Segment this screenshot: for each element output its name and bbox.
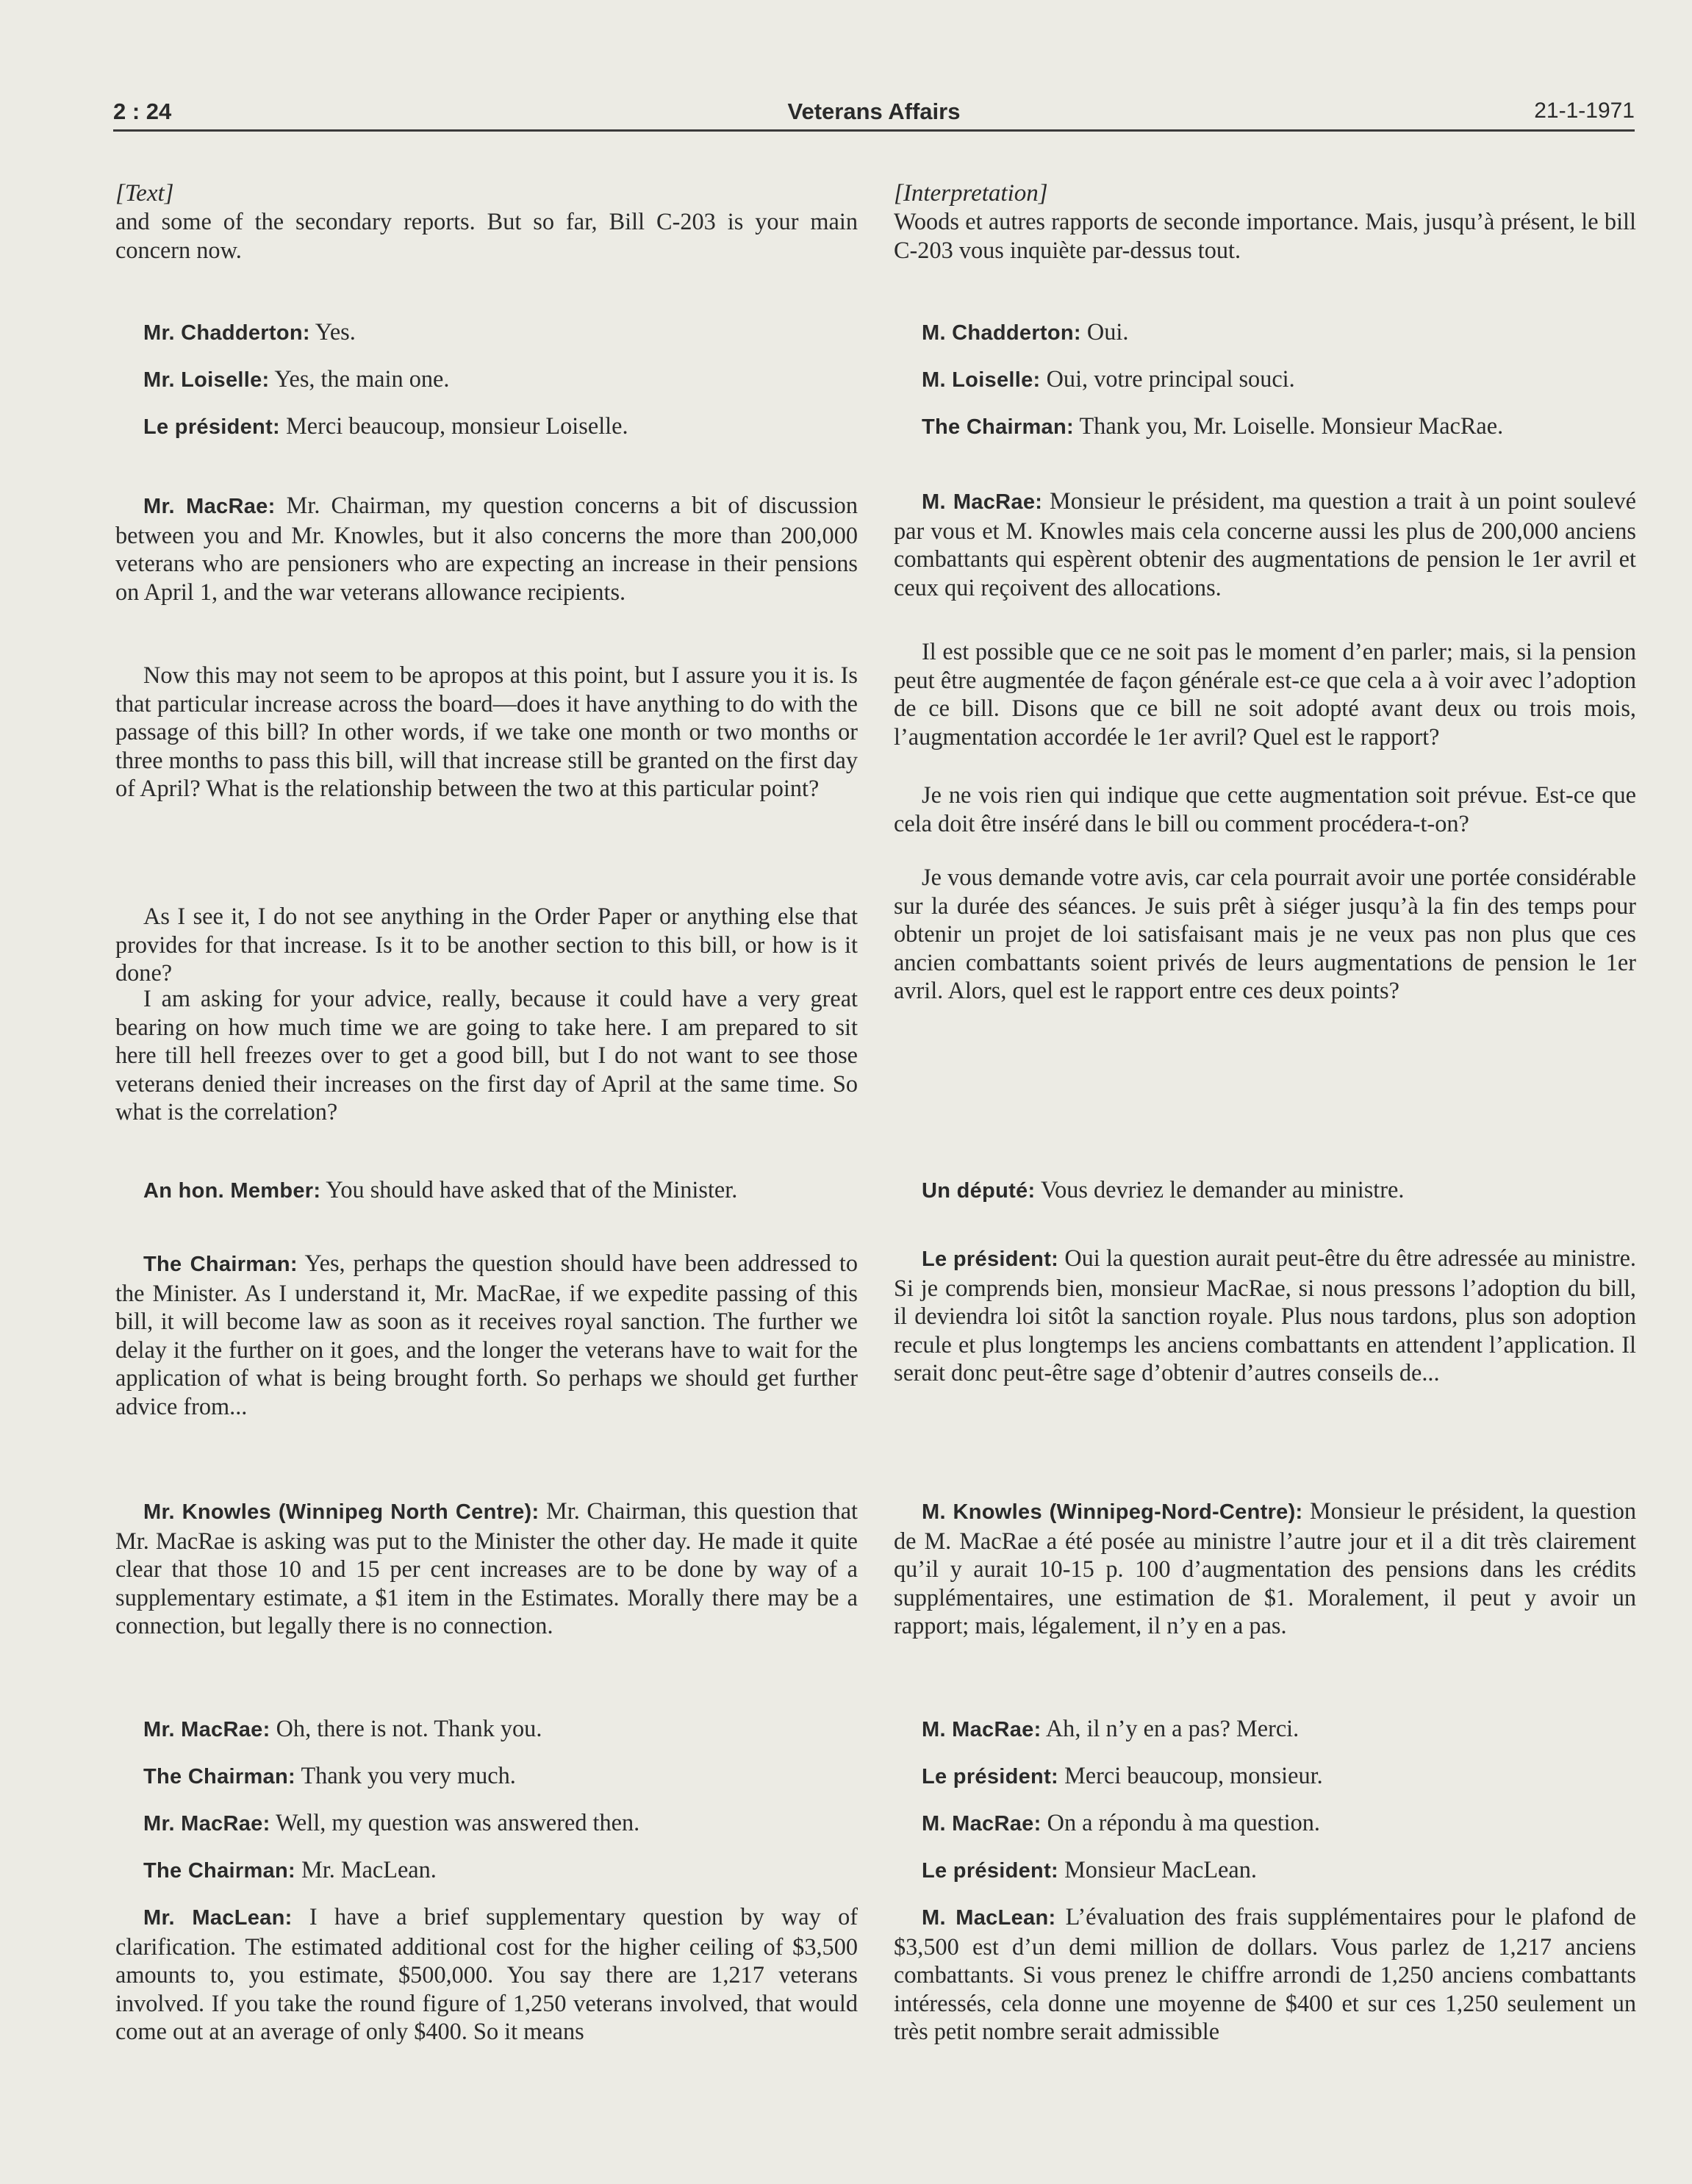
speech-text: Thank you, Mr. Loiselle. Monsieur MacRae. <box>1079 412 1504 439</box>
speaker-name: The Chairman: <box>143 1859 295 1883</box>
speech-paragraph <box>894 1761 1636 1791</box>
speaker-name: Mr. MacRae: <box>143 495 276 518</box>
speaker-name: Mr. MacLean: <box>143 1906 293 1930</box>
page-title: Veterans Affairs <box>787 99 961 124</box>
paragraph: Woods et autres rapports de seconde importance. Mais, jusqu’à présent, le bill C-203 vous inquiète par-dessus tout. <box>894 208 1636 263</box>
speech-text: Mr. Chairman, this question that Mr. MacRae is asking was put to the Minister the other day. He made it quite clear that those 10 and 15 per cent increases are to be done by way of a supplementary estimate, a $1 item in the Estimates. Morally there may be a connection, but legally there is no connection. <box>115 1497 858 1639</box>
speech-text: Monsieur le président, ma question a trait à un point soulevé par vous et M. Knowles mais cela concerne aussi les plus de 200,000 anciens combattants qui espèrent obtenir des augmentations de pension le 1er avril et ceux qui reçoivent des allocations. <box>894 487 1637 601</box>
speech-text: I have a brief supplementary question by way of clarification. The estimated additional cost for the higher ceiling of $3,500 amounts to, you estimate, $500,000. You say there are 1,217 veterans involved. If you take the round figure of 1,250 veterans involved, that would come out at an average of only $400. So it means <box>115 1903 858 2044</box>
speech-text: You should have asked that of the Minister. <box>326 1176 738 1203</box>
speaker-name: Mr. MacRae: <box>143 1812 270 1836</box>
speech-paragraph <box>115 1855 858 1886</box>
section-tag: [Interpretation] <box>894 180 1048 207</box>
speaker-name: Le président: <box>143 415 280 439</box>
speaker-name: M. MacLean: <box>922 1906 1056 1930</box>
speech-paragraph <box>115 1497 858 1640</box>
speech-paragraph <box>115 1761 858 1791</box>
speech-paragraph <box>894 1808 1636 1839</box>
page-number: 2 : 24 <box>113 99 172 124</box>
speech-paragraph <box>894 1902 1636 2046</box>
speech-text: Mr. Chairman, my question concerns a bit of discussion between you and Mr. Knowles, but it also concerns the more than 200,000 veterans who are pensioners who are expecting an increase in their pensions on April 1, and the war veterans allowance recipients. <box>115 492 858 605</box>
speech-text: On a répondu à ma question. <box>1047 1809 1320 1836</box>
speech-paragraph <box>894 487 1636 601</box>
paragraph: As I see it, I do not see anything in the Order Paper or anything else that provides for that increase. Is it to be another section to this bill, or how is it done? <box>115 903 858 986</box>
speaker-name: M. MacRae: <box>922 1812 1042 1836</box>
section-tag: [Text] <box>115 180 174 207</box>
speaker-name: Mr. Loiselle: <box>143 368 270 392</box>
speech-paragraph <box>115 491 858 606</box>
speaker-name: An hon. Member: <box>143 1179 321 1203</box>
speech-text: Yes, the main one. <box>274 365 450 392</box>
speaker-name: The Chairman: <box>143 1765 295 1789</box>
speech-paragraph <box>115 365 858 395</box>
speech-text: Oui la question aurait peut-être du être adressée au ministre. Si je comprends bien, monsieur MacRae, si nous pressons l’adoption du bill, il deviendra loi sitôt la sanction royale. Plus nous tardons, plus son adoption recule et plus longtemps les anciens combattants en attendent l’application. Il serait donc peut-être sage d’obtenir d’autres conseils de... <box>894 1245 1636 1386</box>
speech-paragraph <box>115 1175 858 1206</box>
speech-paragraph <box>894 318 1636 348</box>
speech-text: L’évaluation des frais supplémentaires pour le plafond de $3,500 est d’un demi million de dollars. Vous parlez de 1,217 anciens combattants. Si vous prenez le chiffre arrondi de 1,250 anciens combattants intéressés, cela donne une moyenne de $400 et sur ces 1,250 seulement un très petit nombre serait admissible <box>894 1903 1636 2044</box>
speaker-name: M. Chadderton: <box>922 321 1081 345</box>
speech-text: Oui, votre principal souci. <box>1046 365 1295 392</box>
speaker-name: Un député: <box>922 1179 1036 1203</box>
speech-text: Yes, perhaps the question should have been addressed to the Minister. As I understand it, Mr. MacRae, if we expedite passing of this bill, it will become law as soon as it receives royal sanction. The further we delay it the further on it goes, and the longer the veterans have to wait for the application of what is being brought forth. So perhaps we should get further advice from... <box>115 1250 858 1419</box>
speech-paragraph <box>894 1714 1636 1744</box>
speech-paragraph <box>894 365 1636 395</box>
page-date: 21-1-1971 <box>1534 99 1635 123</box>
speaker-name: Le président: <box>922 1765 1058 1789</box>
speech-paragraph <box>115 1714 858 1744</box>
speech-text: Monsieur MacLean. <box>1064 1856 1257 1883</box>
speech-paragraph <box>894 1175 1636 1206</box>
speaker-name: The Chairman: <box>143 1253 298 1276</box>
speech-text: Yes. <box>315 318 356 345</box>
speaker-name: M. Knowles (Winnipeg-Nord-Centre): <box>922 1500 1303 1524</box>
speaker-name: Le président: <box>922 1247 1059 1271</box>
speech-text: Merci beaucoup, monsieur Loiselle. <box>286 412 628 439</box>
speech-paragraph <box>894 412 1636 442</box>
speech-paragraph <box>115 1249 858 1420</box>
paragraph: and some of the secondary reports. But so far, Bill C-203 is your main concern now. <box>115 208 858 263</box>
speaker-name: M. MacRae: <box>922 490 1043 514</box>
speaker-name: Mr. Chadderton: <box>143 321 310 345</box>
speech-text: Oui. <box>1086 318 1129 345</box>
speech-text: Oh, there is not. Thank you. <box>276 1715 542 1741</box>
speaker-name: The Chairman: <box>922 415 1074 439</box>
speech-text: Mr. MacLean. <box>301 1856 437 1883</box>
speaker-name: Mr. Knowles (Winnipeg North Centre): <box>143 1500 539 1524</box>
speech-paragraph <box>894 1497 1636 1640</box>
paragraph: Je ne vois rien qui indique que cette augmentation soit prévue. Est-ce que cela doit être inséré dans le bill ou comment procédera-t-on? <box>894 781 1636 837</box>
paragraph: Il est possible que ce ne soit pas le moment d’en parler; mais, si la pension peut être augmentée de façon générale est-ce que cela a à voir avec l’adoption de ce bill. Disons que ce bill ne soit adopté avant deux ou trois mois, l’augmentation accordée le 1er avril? Quel est le rapport? <box>894 638 1636 750</box>
speech-paragraph <box>115 318 858 348</box>
paragraph: Je vous demande votre avis, car cela pourrait avoir une portée considérable sur la durée des séances. Je suis prêt à siéger jusqu’à la fin des temps pour obtenir un projet de loi satisfaisant mais je ne veux pas non plus que ces ancien combattants soient privés de leurs augmentations de pension le 1er avril. Alors, quel est le rapport entre ces deux points? <box>894 864 1636 1003</box>
speech-paragraph <box>894 1855 1636 1886</box>
speech-text: Monsieur le président, la question de M. MacRae a été posée au ministre l’autre jour et il a dit très clairement qu’il y aurait 10-15 p. 100 d’augmentation des pensions dans les crédits supplémentaires, une estimation de $1. Moralement, il peut y avoir un rapport; mais, légalement, il n’y en a pas. <box>894 1497 1636 1639</box>
paragraph: Now this may not seem to be apropos at this point, but I assure you it is. Is that particular increase across the board—does it have anything to do with the passage of this bill? In other words, if we take one month or two months or three months to pass this bill, will that increase still be granted on the first day of April? What is the relationship between the two at this particular point? <box>115 662 858 801</box>
speaker-name: M. MacRae: <box>922 1718 1042 1741</box>
speech-text: Well, my question was answered then. <box>276 1809 640 1836</box>
speaker-name: Le président: <box>922 1859 1058 1883</box>
speaker-name: Mr. MacRae: <box>143 1718 270 1741</box>
paragraph: I am asking for your advice, really, because it could have a very great bearing on how much time we are going to take here. I am prepared to sit here till hell freezes over to get a good bill, but I do not want to see those veterans denied their increases on the first day of April at the same time. So what is the correlation? <box>115 985 858 1125</box>
header-rule <box>113 129 1635 132</box>
speech-paragraph <box>894 1244 1636 1387</box>
speech-text: Thank you very much. <box>301 1762 516 1789</box>
page-header <box>113 96 1635 131</box>
speech-paragraph <box>115 1808 858 1839</box>
speaker-name: M. Loiselle: <box>922 368 1041 392</box>
speech-text: Ah, il n’y en a pas? Merci. <box>1045 1715 1300 1741</box>
speech-paragraph <box>115 1902 858 2046</box>
speech-text: Merci beaucoup, monsieur. <box>1064 1762 1323 1789</box>
speech-paragraph <box>115 412 858 442</box>
speech-text: Vous devriez le demander au ministre. <box>1040 1176 1405 1203</box>
